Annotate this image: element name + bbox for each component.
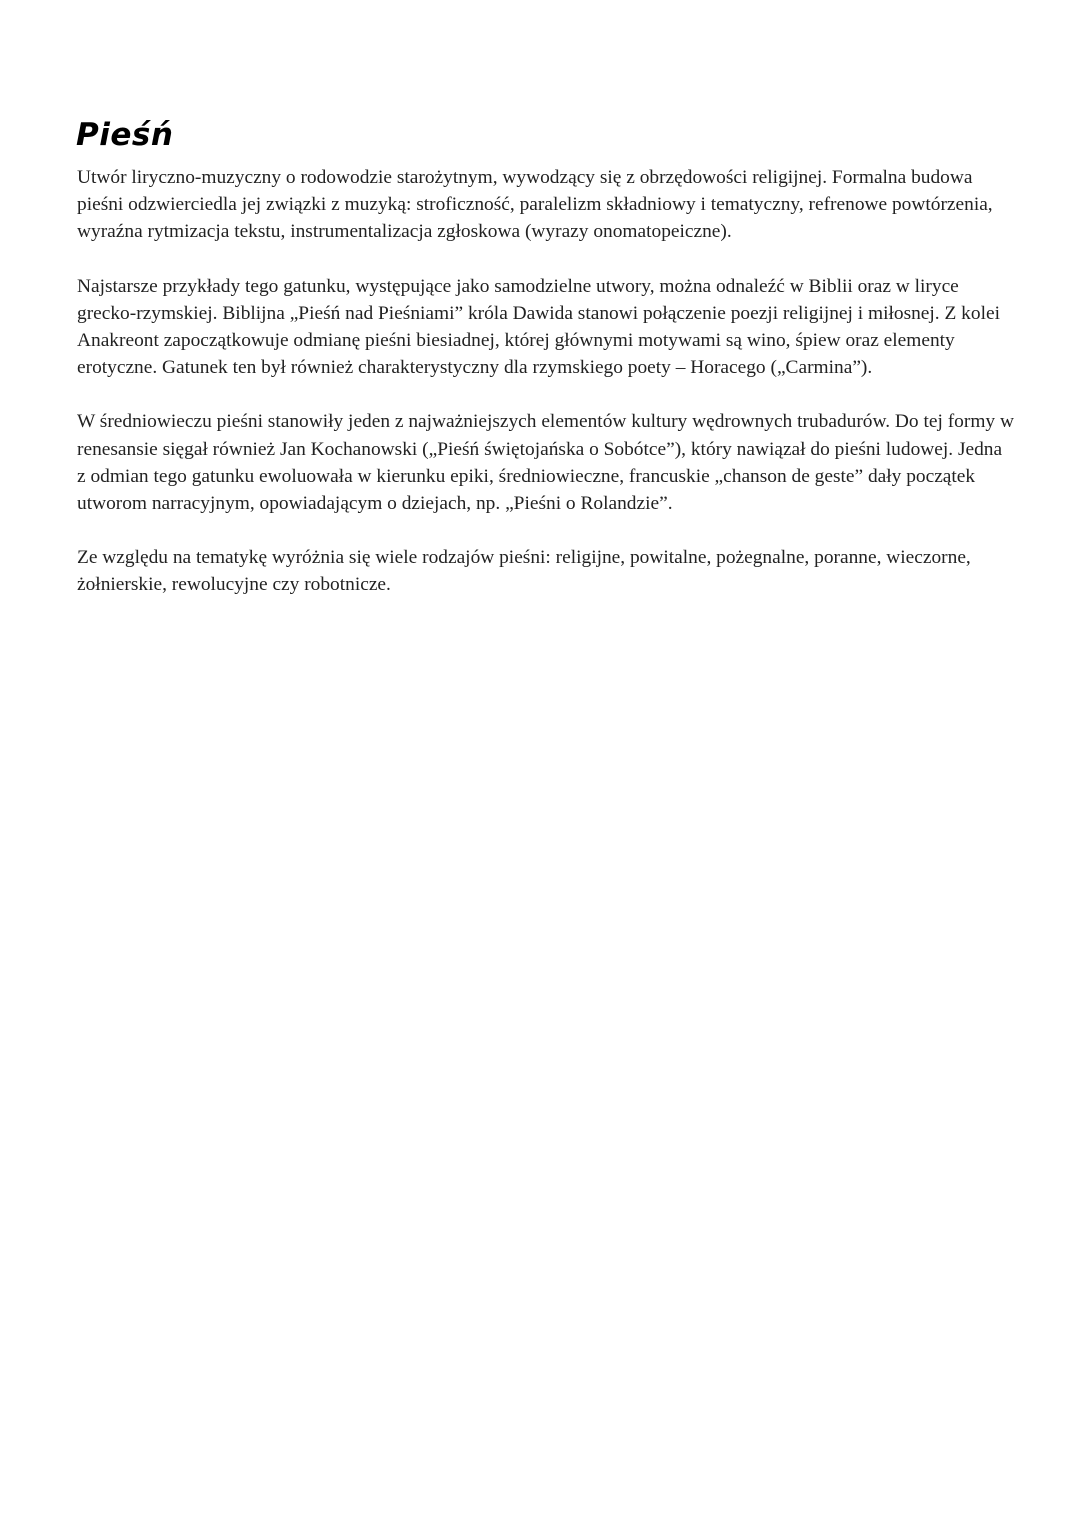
- paragraph-definition: Utwór liryczno-muzyczny o rodowodzie starożytnym, wywodzący się z obrzędowości religijnej. Formalna budowa pieśni odzwierciedla jej związki z muzyką: stroficzność, paralelizm składniowy i tematyczny, refrenowe powtórzenia, wyraźna rytmizacja tekstu, instrumentalizacja zgłoskowa (wyrazy onomatopeiczne).: [77, 167, 993, 243]
- paragraph-types: Ze względu na tematykę wyróżnia się wiele rodzajów pieśni: religijne, powitalne, pożegnalne, poranne, wieczorne, żołnierskie, rewolucyjne czy robotnicze.: [77, 547, 971, 596]
- paragraph-origins: Najstarsze przykłady tego gatunku, występujące jako samodzielne utwory, można odnaleźć w Biblii oraz w liryce grecko-rzymskiej. Biblijna „Pieśń nad Pieśniami” króla Dawida stanowi połączenie poezji religijnej i miłosnej. Z kolei Anakreont zapoczątkowuje odmianę pieśni biesiadnej, której głównymi motywami są wino, śpiew oraz elementy erotyczne. Gatunek ten był również charakterystyczny dla rzymskiego poety – Horacego („Carmina”).: [77, 275, 1000, 379]
- document-body: [77, 164, 1015, 626]
- paragraph-middle-ages: W średniowieczu pieśni stanowiły jeden z najważniejszych elementów kultury wędrownych trubadurów. Do tej formy w renesansie sięgał również Jan Kochanowski („Pieśń świętojańska o Sobótce”), który nawiązał do pieśni ludowej. Jedna z odmian tego gatunku ewoluowała w kierunku epiki, średniowieczne, francuskie „chanson de geste” dały początek utworom narracyjnym, opowiadającym o dziejach, np. „Pieśni o Rolandzie”.: [77, 411, 1014, 515]
- document-title: Pieśń: [76, 117, 174, 153]
